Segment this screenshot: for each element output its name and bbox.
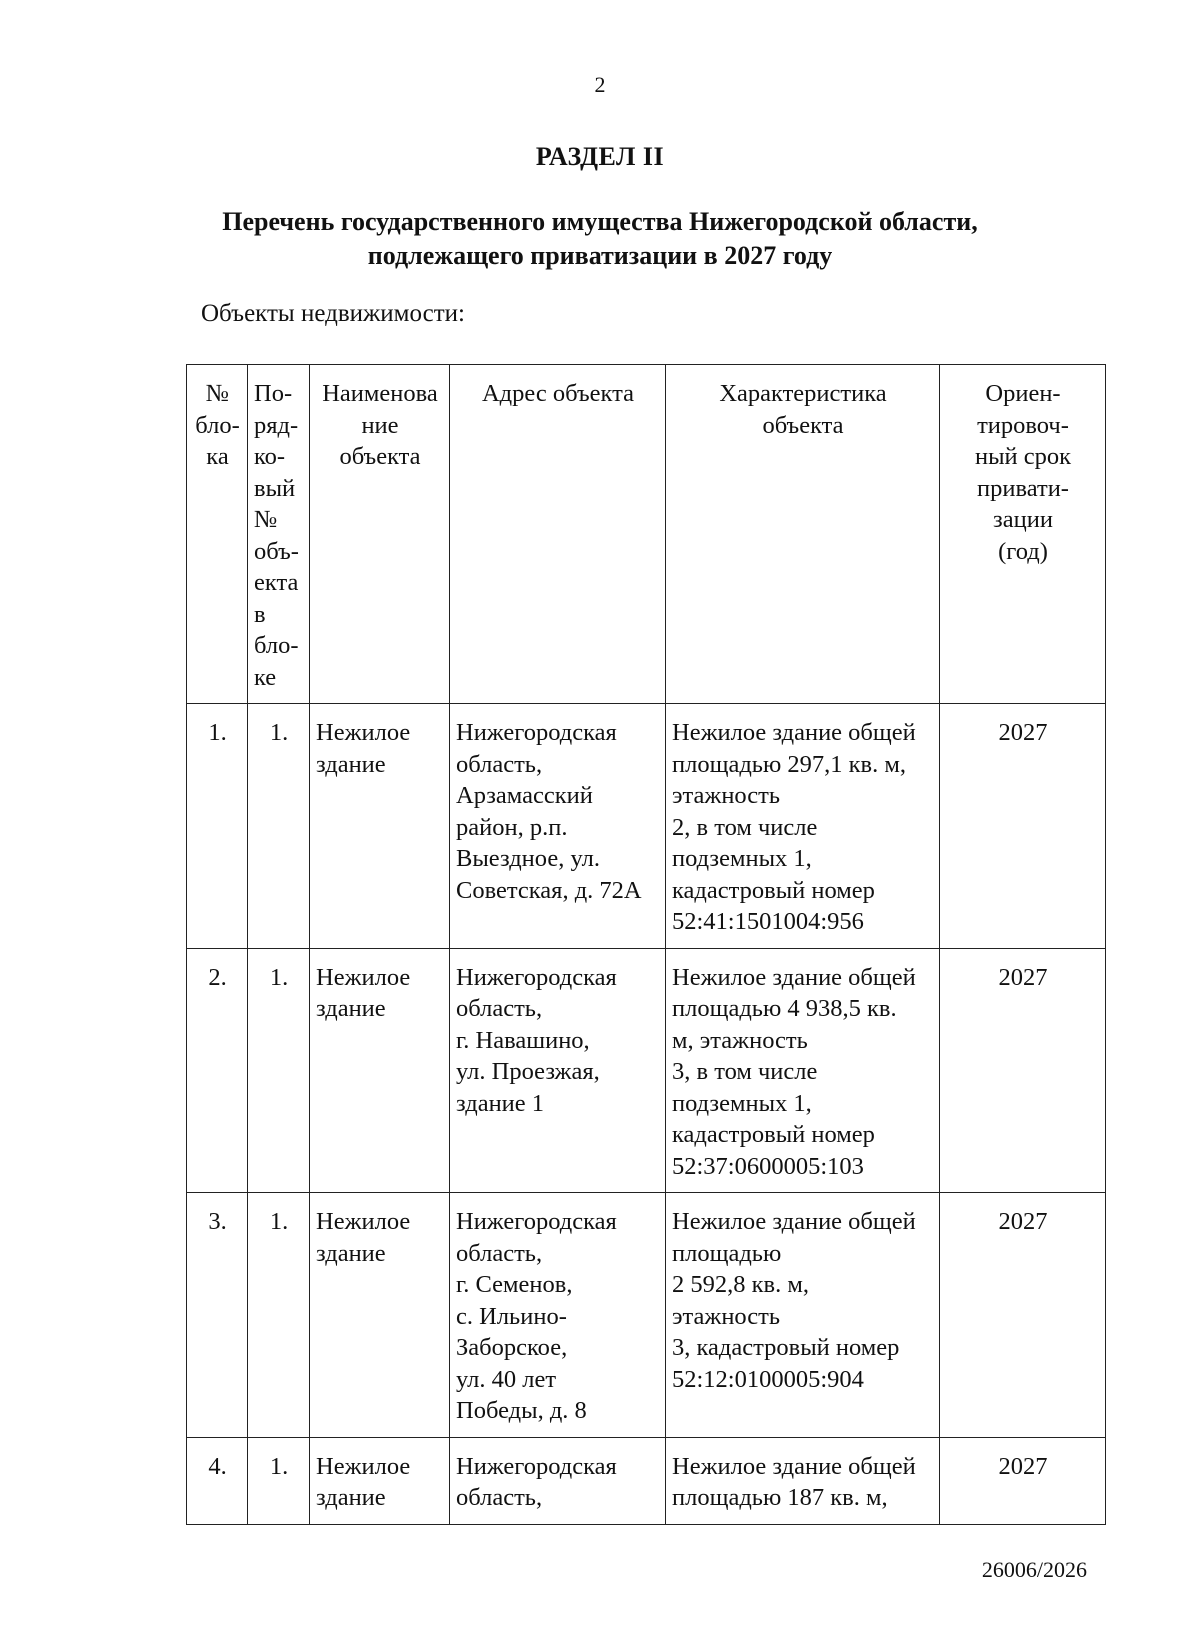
cell-address: Нижегородская область, г. Семенов, с. Ильино- Заборское, ул. 40 лет Победы, д. 8 xyxy=(450,1193,666,1438)
cell-characteristic: Нежилое здание общей площадью 187 кв. м, xyxy=(666,1437,940,1524)
cell-characteristic: Нежилое здание общей площадью 2 592,8 кв. м, этажность 3, кадастровый номер 52:12:0100005:904 xyxy=(666,1193,940,1438)
cell-characteristic: Нежилое здание общей площадью 4 938,5 кв. м, этажность 3, в том числе подземных 1, кадастровый номер 52:37:0600005:103 xyxy=(666,948,940,1193)
cell-block-number: 2. xyxy=(187,948,248,1193)
cell-address: Нижегородская область, г. Навашино, ул. Проезжая, здание 1 xyxy=(450,948,666,1193)
header-object-name: Наименова ние объекта xyxy=(310,365,450,704)
cell-block-number: 4. xyxy=(187,1437,248,1524)
cell-privatization-term: 2027 xyxy=(940,1193,1106,1438)
table-row xyxy=(187,704,1106,949)
document-title-line-1: Перечень государственного имущества Нижегородской области, xyxy=(222,207,978,236)
header-block-number: № бло- ка xyxy=(187,365,248,704)
cell-order-number: 1. xyxy=(248,1437,310,1524)
cell-object-name: Нежилое здание xyxy=(310,1193,450,1438)
cell-privatization-term: 2027 xyxy=(940,948,1106,1193)
header-privatization-term: Ориен- тировоч- ный срок привати- зации (год) xyxy=(940,365,1106,704)
cell-privatization-term: 2027 xyxy=(940,704,1106,949)
cell-order-number: 1. xyxy=(248,704,310,949)
table-row xyxy=(187,1437,1106,1524)
table-header-row xyxy=(187,365,1106,704)
cell-object-name: Нежилое здание xyxy=(310,1437,450,1524)
property-table xyxy=(186,364,1106,1525)
cell-block-number: 3. xyxy=(187,1193,248,1438)
cell-address: Нижегородская область, Арзамасский район, р.п. Выездное, ул. Советская, д. 72А xyxy=(450,704,666,949)
header-address: Адрес объекта xyxy=(450,365,666,704)
page-number: 2 xyxy=(594,72,606,97)
cell-privatization-term: 2027 xyxy=(940,1437,1106,1524)
document-title-line-2: подлежащего приватизации в 2027 году xyxy=(367,241,833,270)
cell-order-number: 1. xyxy=(248,1193,310,1438)
header-characteristic: Характеристика объекта xyxy=(666,365,940,704)
cell-order-number: 1. xyxy=(248,948,310,1193)
intro-text: Объекты недвижимости: xyxy=(201,300,465,327)
header-order-number: По- ряд- ко- вый № объ- екта в бло- ке xyxy=(248,365,310,704)
cell-object-name: Нежилое здание xyxy=(310,704,450,949)
table-row xyxy=(187,948,1106,1193)
cell-address: Нижегородская область, xyxy=(450,1437,666,1524)
registration-number: 26006/2026 xyxy=(981,1557,1087,1582)
cell-block-number: 1. xyxy=(187,704,248,949)
cell-object-name: Нежилое здание xyxy=(310,948,450,1193)
document-title xyxy=(0,205,1200,273)
table-row xyxy=(187,1193,1106,1438)
cell-characteristic: Нежилое здание общей площадью 297,1 кв. м, этажность 2, в том числе подземных 1, кадастровый номер 52:41:1501004:956 xyxy=(666,704,940,949)
section-title: РАЗДЕЛ II xyxy=(535,142,665,171)
